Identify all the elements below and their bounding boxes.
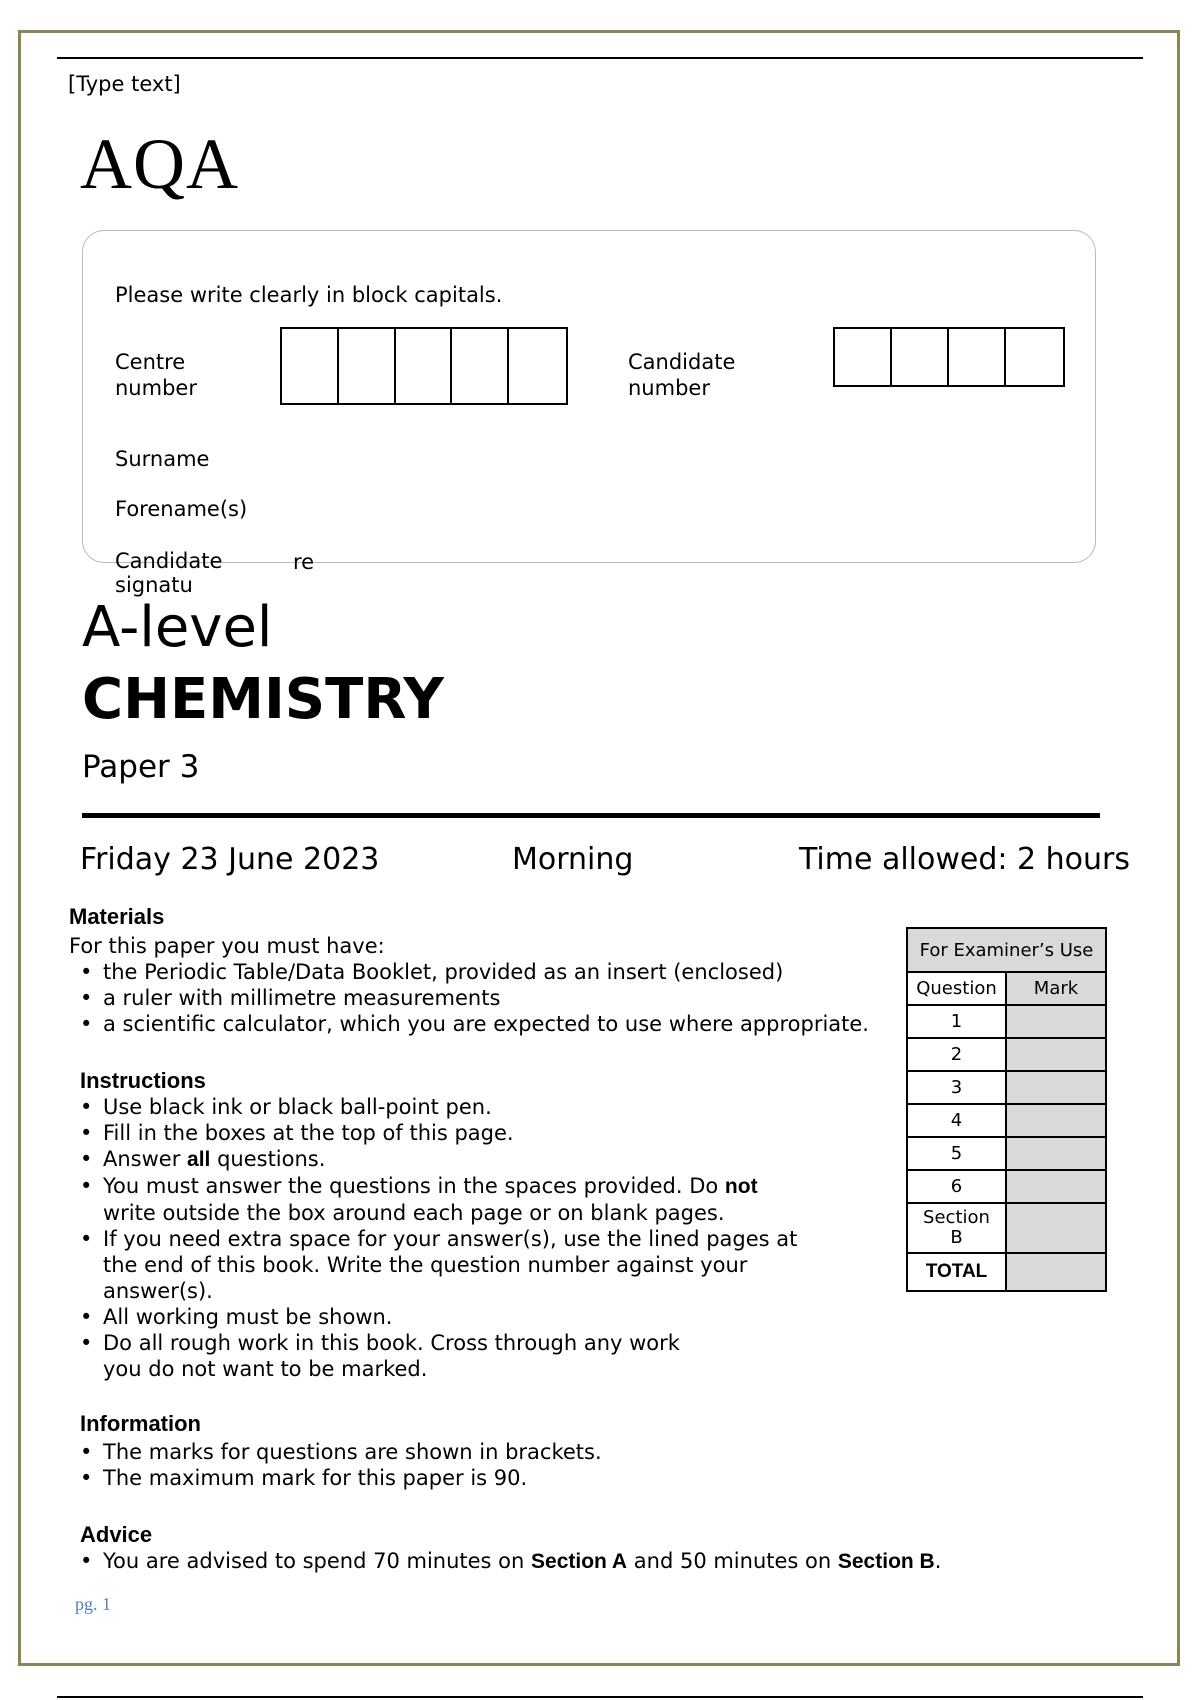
materials-intro: For this paper you must have: xyxy=(69,934,385,958)
total-label: TOTAL xyxy=(907,1253,1006,1291)
time-allowed: Time allowed: 2 hours xyxy=(799,842,1131,877)
mark-cell[interactable] xyxy=(1006,1005,1106,1038)
paper-number: Paper 3 xyxy=(82,749,200,785)
qualification-level: A-level xyxy=(82,595,273,660)
table-row xyxy=(907,1005,1106,1038)
table-row xyxy=(907,1253,1106,1291)
list-item: • You must answer the questions in the spaces provided. Do not write outside the box around each page or on blank pages. xyxy=(80,1173,860,1226)
candidate-number-digit-4[interactable] xyxy=(1006,329,1063,385)
block-capitals-instruction: Please write clearly in block capitals. xyxy=(115,283,503,307)
advice-heading: Advice xyxy=(80,1522,153,1547)
list-item: • Use black ink or black ball-point pen. xyxy=(80,1094,860,1120)
materials-heading: Materials xyxy=(69,904,165,929)
list-item: • a scientific calculator, which you are expected to use where appropriate. xyxy=(80,1011,920,1037)
question-number: 5 xyxy=(907,1137,1006,1170)
table-row xyxy=(907,1170,1106,1203)
examiner-use-title: For Examiner’s Use xyxy=(907,928,1106,972)
list-item: • If you need extra space for your answer(s), use the lined pages at the end of this book. Write the question number against your answer(s). xyxy=(80,1226,860,1304)
candidate-number-digit-2[interactable] xyxy=(892,329,949,385)
bottom-rule xyxy=(57,1696,1143,1698)
aqa-logo: AQA xyxy=(80,124,239,204)
instructions-heading: Instructions xyxy=(80,1068,206,1093)
forenames-label: Forename(s) xyxy=(115,497,248,521)
centre-number-label: Centre number xyxy=(115,350,197,400)
list-item: • You are advised to spend 70 minutes on Section A and 50 minutes on Section B. xyxy=(80,1548,1040,1575)
question-column-header: Question xyxy=(907,972,1006,1005)
title-rule xyxy=(82,813,1100,818)
centre-number-digit-2[interactable] xyxy=(339,329,396,403)
signature-label-fragment: re xyxy=(293,550,315,574)
question-number: 6 xyxy=(907,1170,1006,1203)
centre-number-digit-4[interactable] xyxy=(452,329,509,403)
mark-cell[interactable] xyxy=(1006,1170,1106,1203)
centre-number-digit-3[interactable] xyxy=(396,329,452,403)
list-item: • the Periodic Table/Data Booklet, provided as an insert (enclosed) xyxy=(80,959,920,985)
mark-cell[interactable] xyxy=(1006,1104,1106,1137)
surname-label: Surname xyxy=(115,447,210,471)
question-number: 3 xyxy=(907,1071,1006,1104)
question-number: 1 xyxy=(907,1005,1006,1038)
exam-session: Morning xyxy=(512,842,634,877)
candidate-number-digit-1[interactable] xyxy=(835,329,892,385)
information-list xyxy=(80,1439,860,1491)
list-item: • a ruler with millimetre measurements xyxy=(80,985,920,1011)
candidate-number-digit-3[interactable] xyxy=(949,329,1006,385)
list-item: • The maximum mark for this paper is 90. xyxy=(80,1465,860,1491)
centre-number-boxes xyxy=(280,327,568,405)
centre-number-digit-1[interactable] xyxy=(282,329,339,403)
mark-cell[interactable] xyxy=(1006,1203,1106,1253)
signature-label: Candidate signatu xyxy=(115,549,223,597)
table-row xyxy=(907,1104,1106,1137)
list-item: • Answer all questions. xyxy=(80,1146,860,1173)
question-number: 2 xyxy=(907,1038,1006,1071)
information-heading: Information xyxy=(80,1411,201,1436)
advice-list xyxy=(80,1548,1040,1575)
mark-cell[interactable] xyxy=(1006,1137,1106,1170)
candidate-number-label: Candidate number xyxy=(628,350,736,400)
question-number: 4 xyxy=(907,1104,1006,1137)
centre-number-digit-5[interactable] xyxy=(509,329,566,403)
header-placeholder-text: [Type text] xyxy=(68,72,181,96)
candidate-number-boxes xyxy=(833,327,1065,387)
list-item: • All working must be shown. xyxy=(80,1304,860,1330)
page-number: pg. 1 xyxy=(75,1594,111,1614)
list-item: • The marks for questions are shown in brackets. xyxy=(80,1439,860,1465)
materials-list xyxy=(80,959,920,1037)
mark-cell[interactable] xyxy=(1006,1071,1106,1104)
list-item: • Do all rough work in this book. Cross through any work you do not want to be marked. xyxy=(80,1330,860,1382)
instructions-list xyxy=(80,1094,860,1382)
mark-cell[interactable] xyxy=(1006,1038,1106,1071)
table-row xyxy=(907,1137,1106,1170)
exam-date: Friday 23 June 2023 xyxy=(80,842,380,877)
section-b-label: Section B xyxy=(907,1203,1006,1253)
total-mark-cell[interactable] xyxy=(1006,1253,1106,1291)
top-rule xyxy=(57,57,1143,59)
subject-title: CHEMISTRY xyxy=(82,667,444,732)
mark-column-header: Mark xyxy=(1006,972,1106,1005)
table-row xyxy=(907,1071,1106,1104)
table-row xyxy=(907,1038,1106,1071)
table-row xyxy=(907,1203,1106,1253)
examiner-use-table xyxy=(906,927,1107,1292)
list-item: • Fill in the boxes at the top of this page. xyxy=(80,1120,860,1146)
